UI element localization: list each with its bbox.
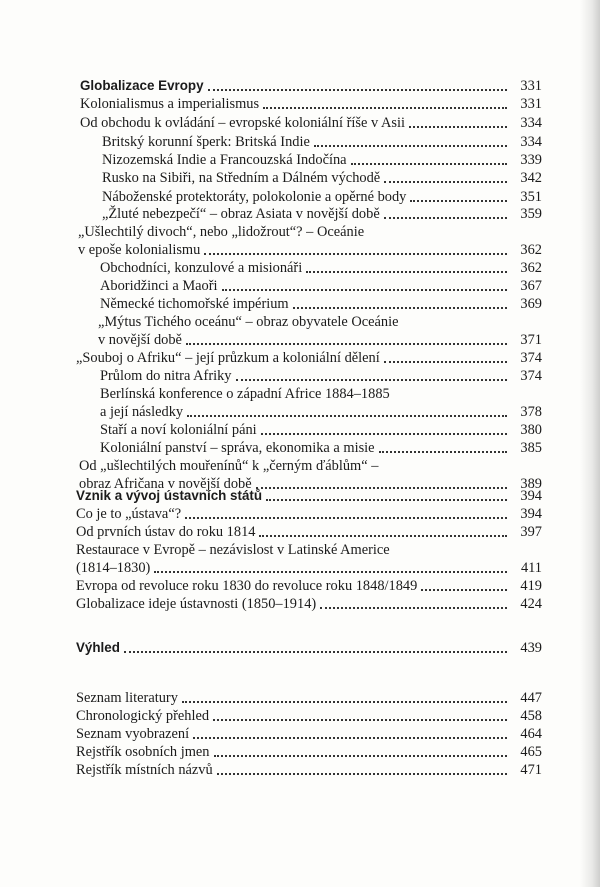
toc-entry <box>78 223 364 241</box>
toc-entry <box>102 169 542 187</box>
dot-leader <box>236 379 507 381</box>
toc-page-number: 389 <box>520 476 542 492</box>
toc-page-number: 394 <box>520 488 542 504</box>
toc-page-number: 371 <box>520 332 542 348</box>
toc-entry <box>76 577 542 595</box>
toc-entry <box>98 313 399 331</box>
dot-leader <box>266 499 507 501</box>
toc-entry-title: „Ušlechtilý divoch“, nebo „lidožrout“? – Oceánie <box>78 224 365 240</box>
toc-entry-title: Německé tichomořské impérium <box>100 296 289 312</box>
toc-entry <box>76 349 542 367</box>
dot-leader <box>213 719 507 721</box>
page-edge-shadow <box>580 0 600 887</box>
toc-entry <box>76 595 542 613</box>
toc-entry <box>76 761 542 779</box>
toc-entry <box>76 707 542 725</box>
toc-entry <box>78 241 542 259</box>
dot-leader <box>187 415 507 417</box>
toc-page-number: 439 <box>520 640 542 656</box>
toc-page-number: 374 <box>520 350 542 366</box>
toc-entry <box>102 151 542 169</box>
toc-entry <box>100 277 542 295</box>
toc-entry-title: Seznam vyobrazení <box>76 726 190 742</box>
toc-entry-title: Staří a noví koloniální páni <box>100 422 257 438</box>
toc-entry-title: „Žluté nebezpečí“ – obraz Asiata v novější době <box>102 206 380 222</box>
toc-page-number: 471 <box>520 762 542 778</box>
toc-entry-title: Rusko na Sibiři, na Středním a Dálném východě <box>102 170 381 186</box>
dot-leader <box>320 607 507 609</box>
dot-leader <box>379 451 507 453</box>
toc-entry <box>100 295 542 313</box>
toc-page-number: 369 <box>520 296 542 312</box>
toc-entry <box>102 205 542 223</box>
toc-entry <box>76 725 542 743</box>
toc-page-number: 385 <box>520 440 542 456</box>
toc-entry-title: Obchodníci, konzulové a misionáři <box>100 260 303 276</box>
dot-leader <box>384 181 507 183</box>
toc-section-heading <box>80 77 542 95</box>
toc-entry-title: Rejstřík místních názvů <box>76 762 213 778</box>
toc-page-number: 331 <box>520 96 542 112</box>
toc-entry-title: v epoše kolonialismu <box>78 242 201 258</box>
toc-page-number: 334 <box>520 134 542 150</box>
toc-section-heading <box>76 487 542 505</box>
dot-leader <box>351 163 507 165</box>
toc-page-number: 447 <box>520 690 542 706</box>
toc-entry-title: Evropa od revoluce roku 1830 do revoluce roku 1848/1849 <box>76 578 418 594</box>
dot-leader <box>222 289 508 291</box>
toc-entry-title: Nizozemská Indie a Francouzská Indočína <box>102 152 347 168</box>
toc-entry <box>100 367 542 385</box>
dot-leader <box>421 589 507 591</box>
toc-entry-title: Globalizace Evropy <box>80 78 204 93</box>
dot-leader <box>217 773 507 775</box>
toc-page-number: 465 <box>520 744 542 760</box>
toc-entry-title: v novější době <box>98 332 182 348</box>
toc-page-number: 378 <box>520 404 542 420</box>
toc-entry <box>100 439 542 457</box>
toc-entry <box>100 259 542 277</box>
toc-entry-title: Koloniální panství – správa, ekonomika a misie <box>100 440 375 456</box>
toc-entry-title: Průlom do nitra Afriky <box>100 368 232 384</box>
dot-leader <box>263 107 507 109</box>
toc-entry-title: (1814–1830) <box>76 560 151 576</box>
toc-page-number: 359 <box>520 206 542 222</box>
toc-entry-title: „Souboj o Afriku“ – její průzkum a koloniální dělení <box>76 350 380 366</box>
toc-entry-title: a její následky <box>100 404 184 420</box>
toc-entry-title: Britský korunní šperk: Britská Indie <box>102 134 310 150</box>
toc-page-number: 339 <box>520 152 542 168</box>
toc-entry <box>76 559 542 577</box>
toc-entry-title: Od prvních ústav do roku 1814 <box>76 524 256 540</box>
toc-entry-title: Rejstřík osobních jmen <box>76 744 210 760</box>
toc-page-number: 342 <box>520 170 542 186</box>
toc-page-number: 419 <box>520 578 542 594</box>
toc-page-number: 380 <box>520 422 542 438</box>
toc-entry-title: Kolonialismus a imperialismus <box>80 96 260 112</box>
toc-entry <box>76 541 390 559</box>
toc-entry <box>102 133 542 151</box>
toc-entry-title: Od obchodu k ovládání – evropské koloniální říše v Asii <box>80 115 405 131</box>
toc-page-number: 394 <box>520 506 542 522</box>
toc-entry-title: Vznik a vývoj ústavních států <box>76 488 263 503</box>
toc-entry <box>100 421 542 439</box>
toc-page-number: 397 <box>520 524 542 540</box>
dot-leader <box>193 737 507 739</box>
toc-entry-title: Seznam literatury <box>76 690 178 706</box>
dot-leader <box>154 571 507 573</box>
dot-leader <box>409 126 507 128</box>
dot-leader <box>208 89 507 91</box>
toc-entry-title: Od „ušlechtilých mouřenínů“ k „černým ďáblům“ – <box>79 458 379 474</box>
toc-page-number: 351 <box>520 189 542 205</box>
toc-entry-title: obraz Afričana v novější době <box>79 476 252 492</box>
toc-entry <box>76 689 542 707</box>
toc-page-number: 424 <box>520 596 542 612</box>
toc-section-heading <box>76 639 542 657</box>
dot-leader <box>182 701 507 703</box>
toc-entry-title: Restaurace v Evropě – nezávislost v Latinské Americe <box>76 542 390 558</box>
toc-entry <box>100 403 542 421</box>
toc-entry-title: Aboridžinci a Maoři <box>100 278 218 294</box>
dot-leader <box>259 535 507 537</box>
toc-page-number: 464 <box>520 726 542 742</box>
toc-page-number: 331 <box>520 78 542 94</box>
dot-leader <box>214 755 508 757</box>
toc-page-number: 367 <box>520 278 542 294</box>
toc-page-number: 334 <box>520 115 542 131</box>
toc-entry <box>76 743 542 761</box>
toc-page-number: 374 <box>520 368 542 384</box>
dot-leader <box>384 361 507 363</box>
dot-leader <box>384 217 507 219</box>
toc-entry-title: Chronologický přehled <box>76 708 210 724</box>
toc-page-number: 362 <box>520 260 542 276</box>
dot-leader <box>410 200 507 202</box>
dot-leader <box>314 145 507 147</box>
toc-entry <box>76 523 542 541</box>
toc-entry <box>100 385 390 403</box>
toc-page-number: 458 <box>520 708 542 724</box>
dot-leader <box>306 271 507 273</box>
toc-entry <box>79 457 378 475</box>
toc-entry <box>98 331 542 349</box>
toc-entry-title: Globalizace ideje ústavnosti (1850–1914) <box>76 596 317 612</box>
dot-leader <box>124 651 507 653</box>
toc-page-number: 362 <box>520 242 542 258</box>
toc-entry-title: Náboženské protektoráty, polokolonie a opěrné body <box>102 189 407 205</box>
dot-leader <box>204 253 507 255</box>
toc-entry-title: „Mýtus Tichého oceánu“ – obraz obyvatele Oceánie <box>98 314 399 330</box>
toc-entry <box>102 188 542 206</box>
toc-page-number: 411 <box>520 560 542 576</box>
dot-leader <box>186 343 507 345</box>
toc-entry <box>76 505 542 523</box>
toc-entry <box>80 95 542 113</box>
toc-entry-title: Co je to „ústava“? <box>76 506 182 522</box>
dot-leader <box>261 433 507 435</box>
toc-entry <box>80 114 542 132</box>
toc-entry-title: Výhled <box>76 640 120 655</box>
dot-leader <box>293 307 507 309</box>
toc-entry-title: Berlínská konference o západní Africe 1884–1885 <box>100 386 390 402</box>
dot-leader <box>185 517 507 519</box>
